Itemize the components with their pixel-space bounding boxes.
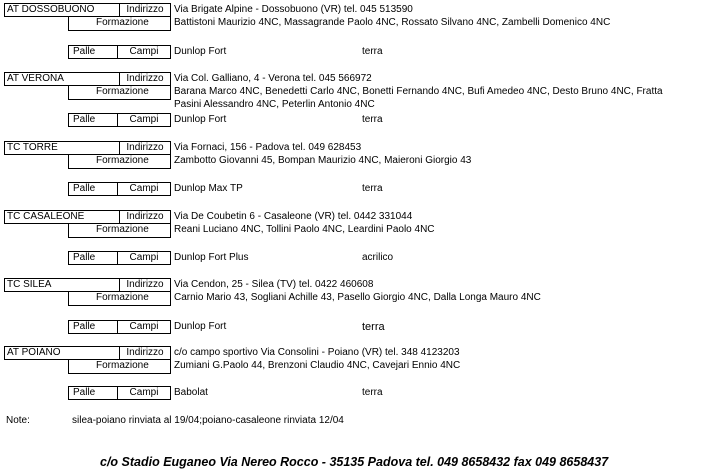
- club-name: TC SILEA: [7, 279, 52, 290]
- campi-value: terra: [362, 387, 383, 398]
- club-name: AT DOSSOBUONO: [7, 4, 95, 15]
- palle-label: Palle: [73, 387, 96, 398]
- indirizzo-label: Indirizzo: [126, 211, 164, 222]
- campi-label: Campi: [129, 46, 159, 57]
- indirizzo-label: Indirizzo: [126, 142, 164, 153]
- formazione-frame: [68, 16, 69, 30]
- palle-value: Dunlop Fort: [174, 321, 227, 332]
- formazione-line: Reani Luciano 4NC, Tollini Paolo 4NC, Leardini Paolo 4NC: [174, 224, 435, 235]
- formazione-divider: [170, 154, 171, 168]
- footer-address: c/o Stadio Euganeo Via Nereo Rocco - 35135 Padova tel. 049 8658432 fax 049 8658437: [100, 455, 609, 469]
- campi-value: terra: [362, 183, 383, 194]
- club-address: Via Brigate Alpine - Dossobuono (VR) tel. 045 513590: [174, 4, 413, 15]
- indirizzo-label: Indirizzo: [126, 347, 164, 358]
- formazione-divider: [170, 85, 171, 99]
- formazione-underline: [68, 30, 171, 31]
- formazione-frame: [68, 359, 69, 373]
- formazione-divider: [170, 223, 171, 237]
- formazione-underline: [68, 305, 171, 306]
- campi-label: Campi: [129, 321, 159, 332]
- club-address: c/o campo sportivo Via Consolini - Poiano (VR) tel. 348 4123203: [174, 347, 460, 358]
- formazione-frame: [68, 223, 69, 237]
- campi-value: terra: [362, 321, 385, 333]
- formazione-line: Zambotto Giovanni 45, Bompan Maurizio 4NC, Maieroni Giorgio 43: [174, 155, 472, 166]
- formazione-line: Pasini Alessandro 4NC, Peterlin Antonio 4NC: [174, 99, 375, 110]
- campi-label: Campi: [129, 252, 159, 263]
- formazione-line: Zumiani G.Paolo 44, Brenzoni Claudio 4NC, Cavejari Ennio 4NC: [174, 360, 461, 371]
- palle-label: Palle: [73, 114, 96, 125]
- club-name: AT POIANO: [7, 347, 61, 358]
- formazione-label: Formazione: [96, 155, 149, 166]
- formazione-frame: [68, 85, 69, 99]
- formazione-line: Carnio Mario 43, Sogliani Achille 43, Pasello Giorgio 4NC, Dalla Longa Mauro 4NC: [174, 292, 541, 303]
- campi-label: Campi: [129, 114, 159, 125]
- formazione-divider: [170, 291, 171, 305]
- formazione-label: Formazione: [96, 17, 149, 28]
- campi-value: terra: [362, 46, 383, 57]
- indirizzo-label: Indirizzo: [126, 4, 164, 15]
- palle-label: Palle: [73, 252, 96, 263]
- club-name: TC CASALEONE: [7, 211, 85, 222]
- note-text: silea-poiano rinviata al 19/04;poiano-casaleone rinviata 12/04: [72, 415, 344, 426]
- palle-label: Palle: [73, 321, 96, 332]
- formazione-label: Formazione: [96, 360, 149, 371]
- formazione-underline: [68, 373, 171, 374]
- club-name: TC TORRE: [7, 142, 58, 153]
- formazione-frame: [68, 291, 69, 305]
- note-label: Note:: [6, 415, 30, 426]
- palle-value: Dunlop Fort: [174, 46, 227, 57]
- formazione-line: Barana Marco 4NC, Benedetti Carlo 4NC, Bonetti Fernando 4NC, Bufi Amedeo 4NC, Desto Bruno 4NC, Fratta: [174, 86, 663, 97]
- formazione-underline: [68, 168, 171, 169]
- formazione-label: Formazione: [96, 86, 149, 97]
- campi-value: terra: [362, 114, 383, 125]
- formazione-divider: [170, 16, 171, 30]
- formazione-frame: [68, 154, 69, 168]
- club-name: AT VERONA: [7, 73, 64, 84]
- palle-value: Dunlop Max TP: [174, 183, 243, 194]
- palle-label: Palle: [73, 46, 96, 57]
- palle-value: Dunlop Fort Plus: [174, 252, 249, 263]
- campi-label: Campi: [129, 387, 159, 398]
- club-address: Via Cendon, 25 - Silea (TV) tel. 0422 460608: [174, 279, 374, 290]
- formazione-label: Formazione: [96, 292, 149, 303]
- formazione-underline: [68, 237, 171, 238]
- campi-label: Campi: [129, 183, 159, 194]
- club-address: Via De Coubetin 6 - Casaleone (VR) tel. 0442 331044: [174, 211, 413, 222]
- formazione-label: Formazione: [96, 224, 149, 235]
- palle-label: Palle: [73, 183, 96, 194]
- formazione-underline: [68, 99, 171, 100]
- campi-value: acrilico: [362, 252, 394, 263]
- indirizzo-label: Indirizzo: [126, 73, 164, 84]
- formazione-line: Battistoni Maurizio 4NC, Massagrande Paolo 4NC, Rossato Silvano 4NC, Zambelli Domenico 4NC: [174, 17, 611, 28]
- club-address: Via Fornaci, 156 - Padova tel. 049 628453: [174, 142, 362, 153]
- club-address: Via Col. Galliano, 4 - Verona tel. 045 566972: [174, 73, 372, 84]
- formazione-divider: [170, 359, 171, 373]
- palle-value: Dunlop Fort: [174, 114, 227, 125]
- indirizzo-label: Indirizzo: [126, 279, 164, 290]
- palle-value: Babolat: [174, 387, 208, 398]
